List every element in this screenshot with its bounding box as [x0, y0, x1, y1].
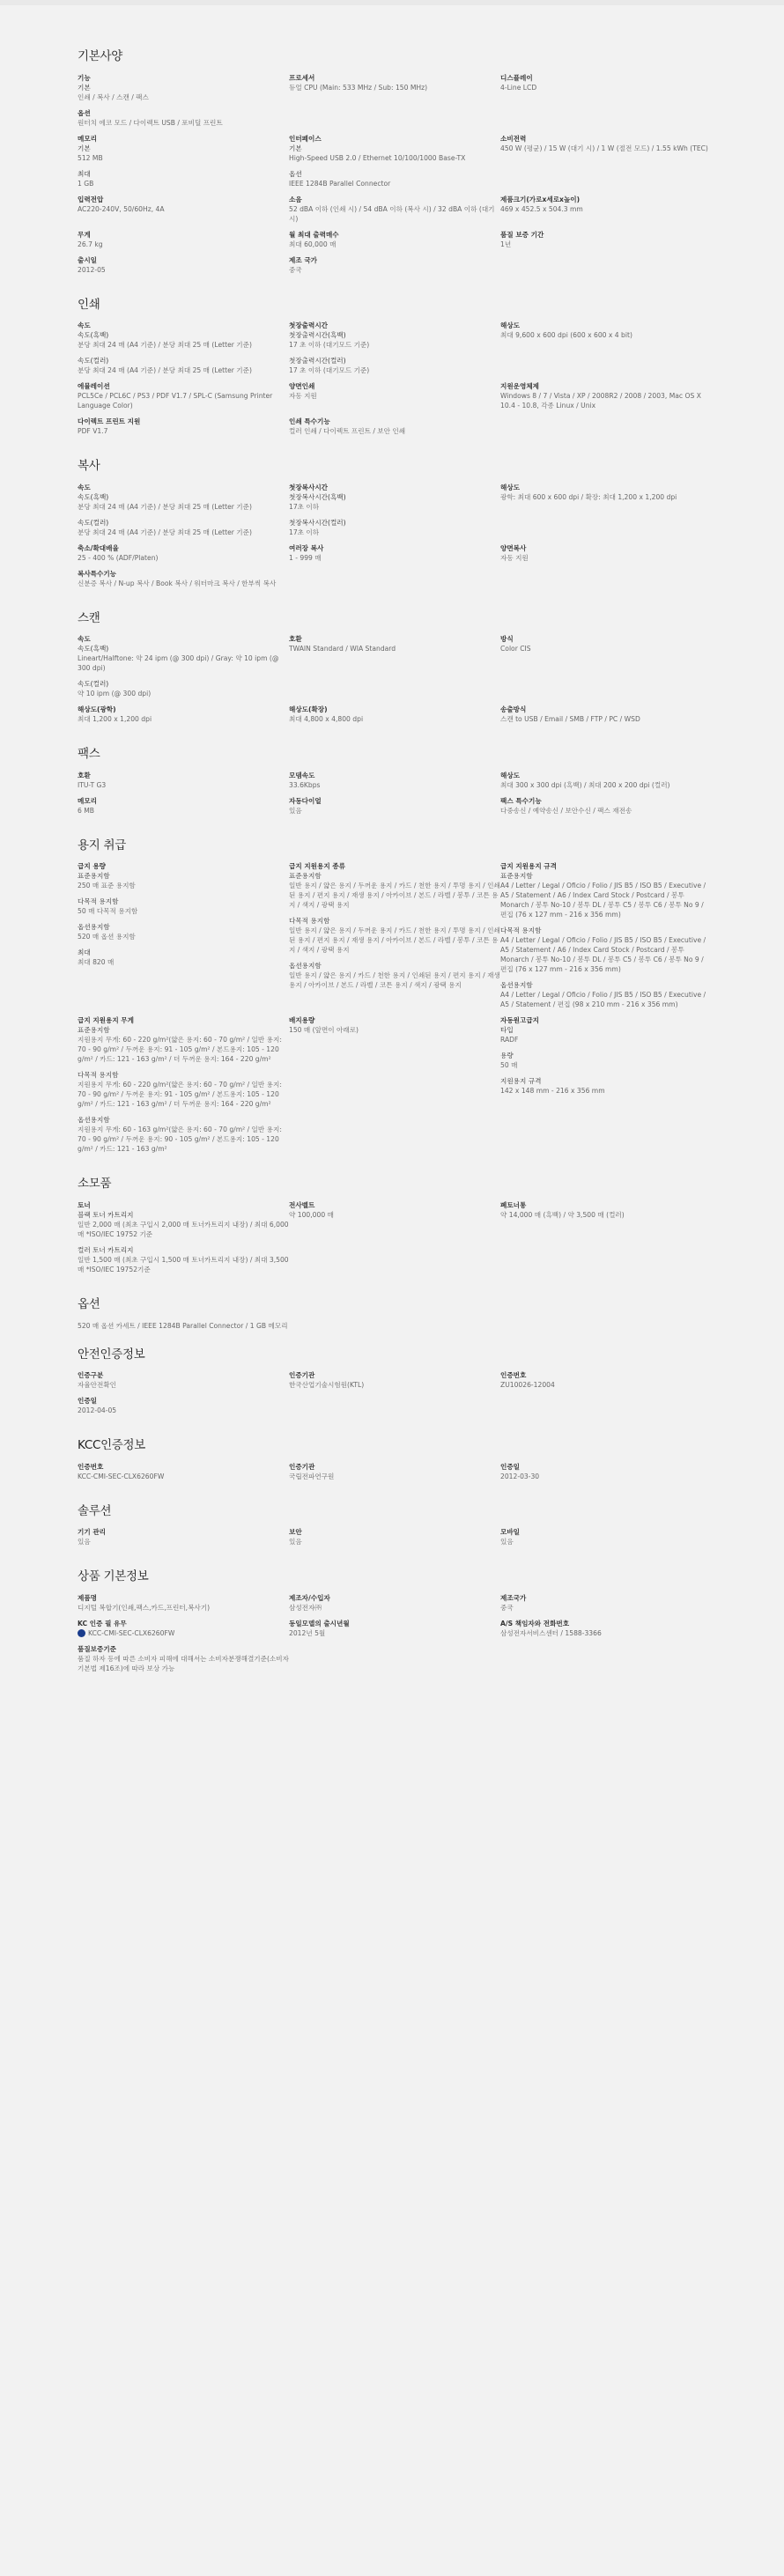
kcc-org-val: 국립전파연구원	[289, 1472, 335, 1480]
device-val: 있음	[78, 1538, 91, 1546]
security-val: 있음	[289, 1538, 302, 1546]
zoom-label: 축소/확대배율	[78, 543, 119, 552]
copy-first-sub2: 첫장복사시간(컬러)	[289, 518, 346, 527]
adf-val: RADF	[500, 1036, 519, 1044]
warranty-label: 품질 보증 기간	[500, 230, 544, 239]
product-name-label: 제품명	[78, 1593, 98, 1602]
noise-label: 소음	[289, 195, 302, 203]
section-title: 복사	[78, 459, 100, 474]
toner-label: 토너	[78, 1200, 91, 1209]
copy-speed-sub: 속도(흑백)	[78, 492, 109, 501]
device-label: 기기 관리	[78, 1528, 106, 1537]
adf-sub3: 지원용지 규격	[500, 1077, 542, 1086]
adf-sub2: 용량	[500, 1052, 514, 1060]
paper-weight-val2: 지원용지 무게: 60 - 220 g/m²(얇은 용지: 60 - 70 g/m² / 일반 용지: 70 - 90 g/m² / 두꺼운 용지: 91 - 105 g/m² / 본드용지: 105 - 120 g/m² / 카드: 121 - 163 g/m² / 더 두꺼운 용지: 164 - 220 g/m²	[78, 1081, 282, 1109]
origin-label: 제조 국가	[289, 255, 317, 264]
section-copy	[78, 458, 784, 594]
noise-val: 52 dBA 이하 (인쇄 시) / 54 dBA 이하 (복사 시) / 32 dBA 이하 (대기 시)	[289, 204, 495, 223]
capacity-val: 250 매 표준 용지함	[78, 882, 136, 890]
print-first-label: 첫장출력시간	[289, 321, 329, 330]
type-val: 일반 용지 / 얇은 용지 / 두꺼운 용지 / 카드 / 천한 용지 / 투명 용지 / 인쇄된 용지 / 편지 용지 / 재생 용지 / 아카이브 / 본드 / 라벨 / 봉투 / 코튼 용지 / 색지 / 광택 용지	[289, 882, 500, 910]
display-label: 디스플레이	[500, 73, 533, 82]
memory-val2: 1 GB	[78, 179, 94, 188]
security-label: 보안	[289, 1528, 302, 1537]
section-title: 기본사양	[78, 49, 122, 63]
mobile-val: 있음	[500, 1538, 514, 1546]
kc-label: KC 인증 필 유무	[78, 1619, 127, 1628]
copy-special-label: 복사특수기능	[78, 569, 117, 578]
kcc-org-label: 인증기관	[289, 1462, 315, 1471]
interface-sub2: 옵션	[289, 169, 302, 178]
paper-weight-sub: 표준용지함	[78, 1026, 110, 1035]
os-label: 지원운영체제	[500, 382, 540, 391]
top-bar	[0, 0, 784, 5]
scan-speed-val: Lineart/Halftone: 약 24 ipm (@ 300 dpi) / Gray: 약 10 ipm (@ 300 dpi)	[78, 654, 279, 673]
paper-size-sub3: 옵션용지함	[500, 981, 533, 990]
direct-label: 다이렉트 프린트 지원	[78, 417, 141, 426]
safety-org-label: 인증기관	[289, 1371, 315, 1380]
scan-method-val: Color CIS	[500, 645, 531, 653]
memory-val: 512 MB	[78, 153, 103, 162]
weight-label: 무게	[78, 230, 91, 239]
scan-optical-val: 최대 1,200 x 1,200 dpi	[78, 715, 152, 724]
fax-compat-val: ITU-T G3	[78, 780, 107, 789]
section-title: 스캔	[78, 610, 100, 625]
safety-date-val: 2012-04-05	[78, 1406, 117, 1415]
capacity-sub2: 다목적 용지함	[78, 897, 119, 906]
release-val: 2012-05	[78, 265, 106, 274]
scan-speed-val2: 약 10 ipm (@ 300 dpi)	[78, 690, 152, 698]
toner-sub2: 컬러 토너 카트리지	[78, 1245, 134, 1254]
fax-special-label: 팩스 특수기능	[500, 796, 542, 805]
country-label: 제조국가	[500, 1593, 527, 1602]
fax-special-val: 다중송신 / 예약송신 / 보안수신 / 팩스 재전송	[500, 806, 632, 815]
paper-weight-sub3: 옵션용지함	[78, 1116, 110, 1125]
print-first-sub: 첫장출력시간(흑백)	[289, 331, 346, 340]
section-title: 솔루션	[78, 1503, 112, 1518]
section-fax	[78, 746, 784, 822]
safety-kind-val: 자율안전확인	[78, 1381, 117, 1390]
paper-weight-val3: 지원용지 무게: 60 - 163 g/m²(얇은 용지: 60 - 70 g/m² / 일반 용지: 70 - 90 g/m² / 두꺼운 용지: 90 - 105 g/m² / 본드용지: 105 - 120 g/m² / 카드: 121 - 163 g/m²	[78, 1126, 282, 1154]
section-title: 안전인증정보	[78, 1347, 145, 1362]
duty-label: 월 최대 출력매수	[289, 230, 339, 239]
capacity-sub: 표준용지함	[78, 872, 110, 881]
mobile-label: 모바일	[500, 1528, 521, 1537]
type-sub: 표준용지함	[289, 872, 322, 881]
copy-speed-val2: 분당 최대 24 매 (A4 기준) / 분당 최대 25 매 (Letter 기준)	[78, 528, 252, 536]
safety-kind-label: 인증구분	[78, 1371, 104, 1380]
option-label: 옵션	[78, 108, 91, 117]
interface-sub: 기본	[289, 144, 302, 152]
paper-size-sub2: 다목적 용지함	[500, 926, 542, 935]
section-title: KCC인증정보	[78, 1438, 146, 1453]
released-label: 동일모델의 출시년월	[289, 1619, 350, 1628]
section-title: 상품 기본정보	[78, 1569, 149, 1584]
option-val: 원터치 에코 모드 / 다이렉트 USB / 포비딜 프린트	[78, 118, 223, 127]
fax-memory-label: 메모리	[78, 796, 98, 805]
paper-weight-val: 지원용지 무게: 60 - 220 g/m²(얇은 용지: 60 - 70 g/m² / 일반 용지: 70 - 90 g/m² / 두꺼운 용지: 91 - 105 g/m² / 본드용지: 105 - 120 g/m² / 카드: 121 - 163 g/m² / 더 두꺼운 용지: 164 - 220 g/m²	[78, 1036, 282, 1064]
redial-label: 자동다이얼	[289, 796, 322, 805]
adf-sub: 타입	[500, 1026, 514, 1035]
size-val: 469 x 452.5 x 504.3 mm	[500, 204, 583, 213]
print-res-label: 해상도	[500, 321, 521, 330]
paper-size-label: 급지 지원용지 규격	[500, 862, 557, 871]
duty-val: 최대 60,000 매	[289, 240, 337, 248]
section-print	[78, 297, 784, 443]
scan-speed-sub2: 속도(컬러)	[78, 680, 109, 689]
released-val: 2012년 5월	[289, 1628, 326, 1637]
weight-val: 26.7 kg	[78, 240, 103, 248]
emulation-label: 에뮬레이션	[78, 382, 110, 391]
safety-no-label: 인증번호	[500, 1371, 527, 1380]
section-consumables	[78, 1176, 784, 1281]
section-safety	[78, 1347, 784, 1422]
drum-val: 약 100,000 매	[289, 1210, 334, 1219]
multi-val: 1 - 999 매	[289, 553, 322, 562]
interface-val2: IEEE 1284B Parallel Connector	[289, 179, 391, 188]
qa-val: 품질 하자 등에 따른 소비자 피해에 대해서는 소비자분쟁해결기준(소비자기본법 제16조)에 따라 보상 가능	[78, 1654, 289, 1672]
adf-val2: 50 매	[500, 1061, 518, 1070]
print-special-val: 컬러 인쇄 / 다이렉트 프린트 / 보안 인쇄	[289, 427, 406, 436]
paper-size-sub: 표준용지함	[500, 872, 533, 881]
paper-weight-sub2: 다목적 용지함	[78, 1071, 119, 1080]
kcc-no-val: KCC-CMI-SEC-CLX6260FW	[78, 1472, 165, 1480]
kcc-date-label: 인증일	[500, 1462, 521, 1471]
scan-optical-label: 해상도(광학)	[78, 705, 116, 714]
print-speed-sub: 속도(흑백)	[78, 331, 109, 340]
section-basic	[78, 48, 784, 281]
fax-res-val: 최대 300 x 300 dpi (흑백) / 최대 200 x 200 dpi (컬러)	[500, 780, 670, 789]
fax-memory-val: 6 MB	[78, 806, 95, 815]
input-power-label: 입력전압	[78, 195, 104, 203]
copy-speed-label: 속도	[78, 483, 91, 491]
print-first-val2: 17 초 이하 (대기모드 기준)	[289, 366, 370, 375]
print-speed-val: 분당 최대 24 매 (A4 기준) / 분당 최대 25 매 (Letter 기준)	[78, 341, 252, 350]
interface-label: 인터페이스	[289, 134, 322, 143]
capacity-val3: 520 매 옵션 용지함	[78, 933, 136, 941]
as-val: 삼성전자서비스센터 / 1588-3366	[500, 1628, 602, 1637]
qa-label: 품질보증기준	[78, 1644, 117, 1653]
section-paper	[78, 838, 784, 1161]
print-special-label: 인쇄 특수기능	[289, 417, 330, 426]
print-duplex-val: 자동 지원	[289, 392, 317, 401]
kcc-date-val: 2012-03-30	[500, 1472, 540, 1480]
type-val2: 일반 용지 / 얇은 용지 / 두꺼운 용지 / 카드 / 천한 용지 / 투명 용지 / 인쇄된 용지 / 편지 용지 / 재생 용지 / 아카이브 / 본드 / 라벨 / 봉투 / 코튼 용지 / 색지 / 광택 용지	[289, 926, 500, 955]
capacity-label: 급지 용량	[78, 862, 106, 871]
scan-speed-sub: 속도(흑백)	[78, 645, 109, 653]
type-sub2: 다목적 용지함	[289, 917, 330, 926]
output-label: 배지용량	[289, 1016, 315, 1025]
output-val: 150 매 (앞면이 아래로)	[289, 1026, 359, 1035]
section-title: 용지 취급	[78, 838, 126, 853]
processor-val: 듀얼 CPU (Main: 533 MHz / Sub: 150 MHz)	[289, 83, 428, 92]
adf-label: 자동원고급지	[500, 1016, 540, 1025]
copy-res-val: 광학: 최대 600 x 600 dpi / 확장: 최대 1,200 x 1,200 dpi	[500, 492, 677, 501]
copy-speed-val: 분당 최대 24 매 (A4 기준) / 분당 최대 25 매 (Letter 기준)	[78, 502, 252, 511]
print-first-val: 17 초 이하 (대기모드 기준)	[289, 341, 370, 350]
fax-compat-label: 호환	[78, 771, 91, 779]
modem-label: 모뎀속도	[289, 771, 315, 779]
memory-sub: 기본	[78, 144, 91, 152]
paper-size-val2: A4 / Letter / Legal / Oficio / Folio / JIS B5 / ISO B5 / Executive / A5 / Statement / A6 / Index Card Stock / Postcard / 봉투 Monarch / 봉투 No-10 / 봉투 DL / 봉투 C5 / 봉투 C6 / 봉투 No 9 / 편집 (76 x 127 mm - 216 x 356 mm)	[500, 936, 706, 974]
scan-dest-label: 송출방식	[500, 705, 527, 714]
options-val: 520 매 옵션 카세트 / IEEE 1284B Parallel Connector / 1 GB 메모리	[78, 1321, 288, 1330]
scan-enhanced-label: 해상도(확장)	[289, 705, 328, 714]
country-val: 중국	[500, 1603, 514, 1612]
capacity-sub4: 최대	[78, 948, 91, 957]
scan-compat-val: TWAIN Standard / WIA Standard	[289, 645, 396, 653]
print-first-sub2: 첫장출력시간(컬러)	[289, 357, 346, 365]
paper-size-val3: A4 / Letter / Legal / Oficio / Folio / JIS B5 / ISO B5 / Executive / A5 / Statement / 편집 (98 x 210 mm - 216 x 356 mm)	[500, 991, 706, 1009]
paper-weight-label: 급지 지원용지 무게	[78, 1016, 134, 1025]
section-solution	[78, 1503, 784, 1554]
func-val: 인쇄 / 복사 / 스캔 / 팩스	[78, 92, 149, 101]
size-label: 제품크기(가로x세로x높이)	[500, 195, 581, 203]
power-val: 450 W (평균) / 15 W (대기 시) / 1 W (절전 모드) / 1.55 kWh (TEC)	[500, 144, 708, 152]
func-sub: 기본	[78, 83, 91, 92]
direct-val: PDF V1.7	[78, 427, 108, 436]
toner-sub: 블랙 토너 카트리지	[78, 1210, 134, 1219]
scan-enhanced-val: 최대 4,800 x 4,800 dpi	[289, 715, 364, 724]
maker-label: 제조자/수입자	[289, 1593, 330, 1602]
scan-dest-val: 스캔 to USB / Email / SMB / FTP / PC / WSD	[500, 715, 640, 724]
print-duplex-label: 양면인쇄	[289, 382, 315, 391]
copy-first-sub: 첫장복사시간(흑백)	[289, 492, 346, 501]
processor-label: 프로세서	[289, 73, 315, 82]
print-speed-val2: 분당 최대 24 매 (A4 기준) / 분당 최대 25 매 (Letter 기준)	[78, 366, 252, 375]
copy-first-val2: 17초 이하	[289, 528, 320, 536]
safety-org-val: 한국산업기술시험원(KTL)	[289, 1381, 365, 1390]
kc-mark-icon	[78, 1629, 85, 1637]
interface-val: High-Speed USB 2.0 / Ethernet 10/100/1000 Base-TX	[289, 153, 466, 162]
display-val: 4-Line LCD	[500, 83, 537, 92]
safety-date-label: 인증일	[78, 1397, 98, 1406]
emulation-val: PCL5Ce / PCL6C / PS3 / PDF V1.7 / SPL-C (Samsung Printer Language Color)	[78, 392, 273, 410]
section-options	[78, 1296, 784, 1331]
zoom-val: 25 - 400 % (ADF/Platen)	[78, 553, 159, 562]
product-name-val: 디지털 복합기(인쇄,팩스,카드,프린터,복사기)	[78, 1603, 211, 1612]
section-title: 옵션	[78, 1296, 100, 1311]
release-label: 출시일	[78, 255, 98, 264]
section-title: 인쇄	[78, 297, 100, 312]
copy-duplex-val: 자동 지원	[500, 553, 529, 562]
copy-first-val: 17초 이하	[289, 502, 320, 511]
safety-no-val: ZU10026-12004	[500, 1381, 555, 1390]
copy-first-label: 첫장복사시간	[289, 483, 329, 491]
print-speed-sub2: 속도(컬러)	[78, 357, 109, 365]
drum-label: 전사벨트	[289, 1200, 315, 1209]
adf-val3: 142 x 148 mm - 216 x 356 mm	[500, 1087, 605, 1096]
memory-label: 메모리	[78, 134, 98, 143]
toner-val2: 일반 1,500 매 (최초 구입시 1,500 매 토너카트리지 내장) / 최대 3,500 매 *ISO/IEC 19752기준	[78, 1255, 289, 1273]
copy-duplex-label: 양면복사	[500, 543, 527, 552]
capacity-sub3: 옵션용지함	[78, 923, 110, 932]
kcc-no-label: 인증번호	[78, 1462, 104, 1471]
print-res-val: 최대 9,600 x 600 dpi (600 x 600 x 4 bit)	[500, 331, 632, 340]
section-title: 소모품	[78, 1177, 112, 1192]
copy-speed-sub2: 속도(컬러)	[78, 518, 109, 527]
type-val3: 일반 용지 / 얇은 용지 / 카드 / 천한 용지 / 인쇄된 용지 / 편지 용지 / 재생 용지 / 아카이브 / 본드 / 라벨 / 코튼 용지 / 색지 / 광택 용지	[289, 971, 500, 990]
print-speed-label: 속도	[78, 321, 91, 330]
type-label: 급지 지원용지 종류	[289, 862, 345, 871]
section-kcc	[78, 1437, 784, 1487]
type-sub3: 옵션용지함	[289, 962, 322, 971]
input-power-val: AC220-240V, 50/60Hz, 4A	[78, 204, 165, 213]
scan-compat-label: 호환	[289, 635, 302, 644]
multi-label: 여러장 복사	[289, 543, 324, 552]
waste-label: 폐토너통	[500, 1200, 527, 1209]
modem-val: 33.6Kbps	[289, 780, 321, 789]
power-label: 소비전력	[500, 134, 527, 143]
as-label: A/S 책임자와 전화번호	[500, 1619, 570, 1628]
paper-size-val: A4 / Letter / Legal / Oficio / Folio / JIS B5 / ISO B5 / Executive / A5 / Statement / A6 / Index Card Stock / Postcard / 봉투 Monarch / 봉투 No-10 / 봉투 DL / 봉투 C5 / 봉투 C6 / 봉투 No 9 / 편집 (76 x 127 mm - 216 x 356 mm)	[500, 882, 706, 919]
scan-method-label: 방식	[500, 635, 514, 644]
copy-res-label: 해상도	[500, 483, 521, 491]
copy-special-val: 신분증 복사 / N-up 복사 / Book 복사 / 워터마크 복사 / 한부씩 복사	[78, 579, 277, 587]
maker-val: 삼성전자㈜	[289, 1603, 322, 1612]
scan-speed-label: 속도	[78, 635, 91, 644]
section-product	[78, 1568, 784, 1679]
origin-val: 중국	[289, 265, 302, 274]
toner-val: 일반 2,000 매 (최초 구입시 2,000 매 토너카트리지 내장) / 최대 6,000 매 *ISO/IEC 19752 기준	[78, 1220, 289, 1238]
section-title: 팩스	[78, 747, 100, 762]
warranty-val: 1년	[500, 240, 512, 248]
kc-val: KCC-CMI-SEC-CLX6260FW	[88, 1628, 175, 1637]
fax-res-label: 해상도	[500, 771, 521, 779]
memory-sub2: 최대	[78, 169, 91, 178]
capacity-val4: 최대 820 매	[78, 958, 115, 967]
os-val: Windows 8 / 7 / Vista / XP / 2008R2 / 2008 / 2003, Mac OS X 10.4 - 10.8, 각종 Linux / Unix	[500, 392, 701, 410]
func-label: 기능	[78, 73, 91, 82]
redial-val: 있음	[289, 806, 302, 815]
waste-val: 약 14,000 매 (흑백) / 약 3,500 매 (컬러)	[500, 1210, 625, 1219]
capacity-val2: 50 매 다목적 용지함	[78, 907, 138, 916]
section-scan	[78, 610, 784, 731]
